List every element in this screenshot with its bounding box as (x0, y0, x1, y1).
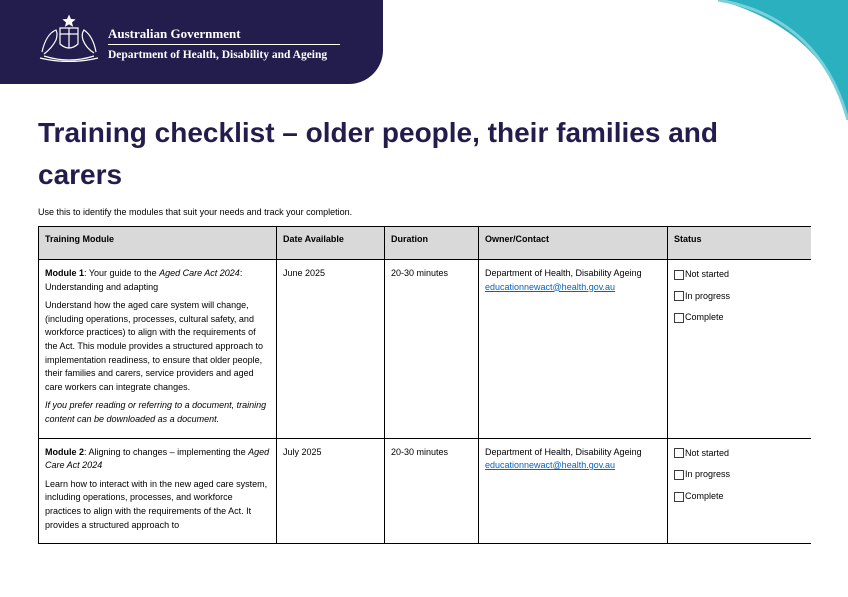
status-option-complete[interactable]: Complete (674, 490, 805, 504)
header-divider (108, 44, 340, 45)
owner-cell (479, 260, 668, 439)
module-label: Module 1 (45, 268, 85, 278)
contact-email-link[interactable]: educationnewact@health.gov.au (485, 460, 616, 471)
checkbox[interactable] (674, 270, 684, 280)
date-cell: July 2025 (277, 438, 385, 544)
department-name: Department of Health, Disability and Ageing (108, 49, 328, 61)
module-title: Module 2: Aligning to changes – implementing the Aged Care Act 2024 (45, 446, 270, 471)
module-note: If you prefer reading or referring to a document, training content can be downloaded as a document. (45, 400, 267, 424)
table-header-row (39, 227, 812, 260)
government-header (0, 0, 383, 84)
module-cell (39, 438, 277, 544)
column-header-owner: Owner/Contact (479, 227, 668, 260)
duration-cell: 20-30 minutes (385, 260, 479, 439)
status-option-in-progress[interactable]: In progress (674, 290, 805, 304)
module-description: Understand how the aged care system will change, (including operations, processes, cultural safety, and workforce practices) to align with the requirements of the Act. This module provides a structured approach to implementation readiness, to ensure that older people, their families and carers, service providers and aged care workers can integrate changes. (45, 300, 263, 392)
checklist-table-container (38, 226, 811, 553)
module-label: Module 2 (45, 446, 85, 457)
decorative-swoosh (718, 0, 848, 120)
checklist-table (38, 226, 811, 544)
checkbox[interactable] (674, 492, 684, 502)
status-option-in-progress[interactable]: In progress (674, 468, 805, 482)
owner-name: Department of Health, Disability Ageing (485, 268, 642, 278)
module-title: Module 1: Your guide to the Aged Care Act 2024: Understanding and adapting (45, 268, 243, 292)
status-cell (668, 260, 812, 439)
status-cell (668, 438, 812, 544)
module-description: Learn how to interact with in the new aged care system, including operations, processes, and workforce practices to align with the requirements of the Act. It provides a structured approach to (45, 478, 268, 530)
checkbox[interactable] (674, 470, 684, 480)
contact-email-link[interactable]: educationnewact@health.gov.au (485, 281, 616, 292)
owner-name: Department of Health, Disability Ageing (485, 446, 642, 457)
column-header-duration: Duration (385, 227, 479, 260)
owner-cell (479, 438, 668, 544)
column-header-status: Status (668, 227, 812, 260)
column-header-date: Date Available (277, 227, 385, 260)
coat-of-arms-icon (34, 12, 104, 62)
status-option-complete[interactable]: Complete (674, 311, 805, 325)
checkbox[interactable] (674, 291, 684, 301)
table-row (39, 260, 812, 439)
checkbox[interactable] (674, 448, 684, 458)
module-cell (39, 260, 277, 439)
table-row (39, 438, 812, 544)
duration-cell: 20-30 minutes (385, 438, 479, 544)
intro-text: Use this to identify the modules that suit your needs and track your completion. (38, 207, 353, 217)
page-title: Training checklist – older people, their families and carers (38, 117, 718, 190)
government-name: Australian Government (108, 26, 241, 41)
status-option-not-started[interactable]: Not started (674, 268, 805, 282)
status-option-not-started[interactable]: Not started (674, 447, 805, 461)
column-header-module: Training Module (39, 227, 277, 260)
checkbox[interactable] (674, 313, 684, 323)
date-cell: June 2025 (277, 260, 385, 439)
